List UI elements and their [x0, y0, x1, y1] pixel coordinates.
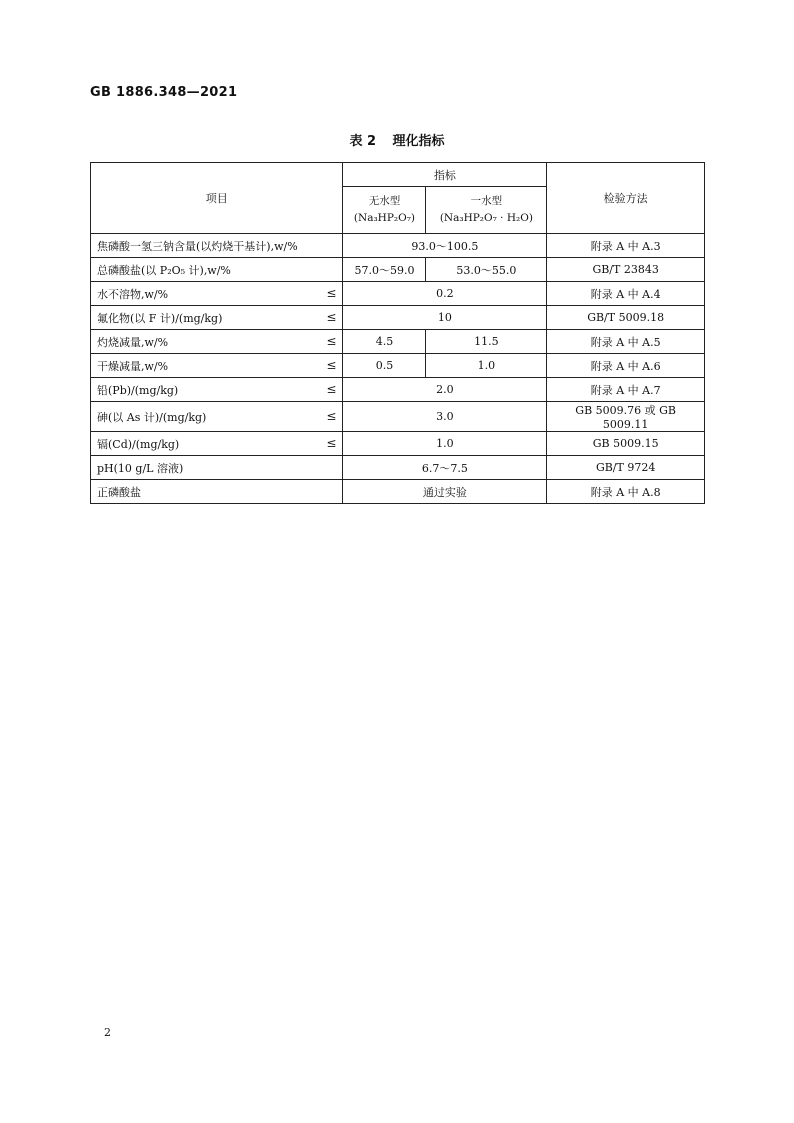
row-method: GB 5009.76 或 GB 5009.11: [547, 402, 705, 432]
row-item-cell: [91, 306, 343, 330]
table-number: 表 2: [349, 134, 377, 149]
row-item-cell: [91, 402, 343, 432]
leq-symbol: ≤: [326, 333, 337, 348]
row-value: 0.2: [343, 282, 547, 306]
leq-symbol: ≤: [326, 285, 337, 300]
row-method: 附录 A 中 A.7: [547, 378, 705, 402]
row-item-cell: [91, 330, 343, 354]
row-item: pH(10 g/L 溶液): [91, 456, 343, 480]
leq-symbol: ≤: [326, 435, 337, 450]
row-item-cell: [91, 282, 343, 306]
row-monohydrate: 1.0: [426, 354, 547, 378]
row-item: 镉(Cd)/(mg/kg): [97, 437, 180, 451]
row-value: 3.0: [343, 402, 547, 432]
table-row: [91, 282, 705, 306]
row-item: 水不溶物,w/%: [97, 287, 169, 301]
header-method: 检验方法: [547, 163, 705, 234]
row-method: 附录 A 中 A.6: [547, 354, 705, 378]
row-monohydrate: 53.0～55.0: [426, 258, 547, 282]
row-value: 6.7～7.5: [343, 456, 547, 480]
row-item: 正磷酸盐: [91, 480, 343, 504]
table-title: 理化指标: [392, 134, 445, 149]
row-item-cell: [91, 432, 343, 456]
row-item-cell: [91, 378, 343, 402]
row-value: 10: [343, 306, 547, 330]
table-row: [91, 432, 705, 456]
row-anhydrous: 4.5: [343, 330, 426, 354]
table-row: [91, 258, 705, 282]
table-row: [91, 402, 705, 432]
row-item: 焦磷酸一氢三钠含量(以灼烧干基计),w/%: [91, 234, 343, 258]
row-method: 附录 A 中 A.3: [547, 234, 705, 258]
row-method: GB/T 23843: [547, 258, 705, 282]
standard-code: GB 1886.348—2021: [90, 85, 238, 100]
table-row: [91, 306, 705, 330]
row-item: 总磷酸盐(以 P₂O₅ 计),w/%: [91, 258, 343, 282]
leq-symbol: ≤: [326, 381, 337, 396]
table-header-row: [91, 163, 705, 187]
header-monohydrate-label: 一水型: [470, 195, 503, 207]
row-item: 铅(Pb)/(mg/kg): [97, 383, 179, 397]
table-row: [91, 354, 705, 378]
table-caption: [0, 130, 794, 149]
row-item: 干燥减量,w/%: [97, 359, 169, 373]
header-monohydrate: [426, 187, 547, 234]
table-row: [91, 330, 705, 354]
row-method: 附录 A 中 A.5: [547, 330, 705, 354]
table-row: [91, 456, 705, 480]
row-value: 1.0: [343, 432, 547, 456]
table-row: [91, 480, 705, 504]
header-item: 项目: [91, 163, 343, 234]
header-anhydrous-formula: (Na₃HP₂O₇): [353, 212, 416, 224]
row-value: 93.0～100.5: [343, 234, 547, 258]
table-row: [91, 378, 705, 402]
row-value: 通过实验: [343, 480, 547, 504]
table-row: [91, 234, 705, 258]
row-item: 砷(以 As 计)/(mg/kg): [97, 410, 207, 424]
header-anhydrous-label: 无水型: [368, 195, 401, 207]
leq-symbol: ≤: [326, 357, 337, 372]
page-number: 2: [104, 1026, 111, 1039]
physicochemical-indicators-table: [90, 162, 705, 504]
row-anhydrous: 0.5: [343, 354, 426, 378]
header-monohydrate-formula: (Na₃HP₂O₇ · H₂O): [439, 212, 533, 224]
header-anhydrous: [343, 187, 426, 234]
row-method: 附录 A 中 A.4: [547, 282, 705, 306]
leq-symbol: ≤: [326, 309, 337, 324]
row-item-cell: [91, 354, 343, 378]
row-item: 氟化物(以 F 计)/(mg/kg): [97, 311, 223, 325]
row-method: GB/T 9724: [547, 456, 705, 480]
row-value: 2.0: [343, 378, 547, 402]
row-method: 附录 A 中 A.8: [547, 480, 705, 504]
row-item: 灼烧减量,w/%: [97, 335, 169, 349]
row-method: GB/T 5009.18: [547, 306, 705, 330]
row-method: GB 5009.15: [547, 432, 705, 456]
header-indicator: 指标: [343, 163, 547, 187]
row-anhydrous: 57.0～59.0: [343, 258, 426, 282]
leq-symbol: ≤: [326, 408, 337, 423]
row-monohydrate: 11.5: [426, 330, 547, 354]
